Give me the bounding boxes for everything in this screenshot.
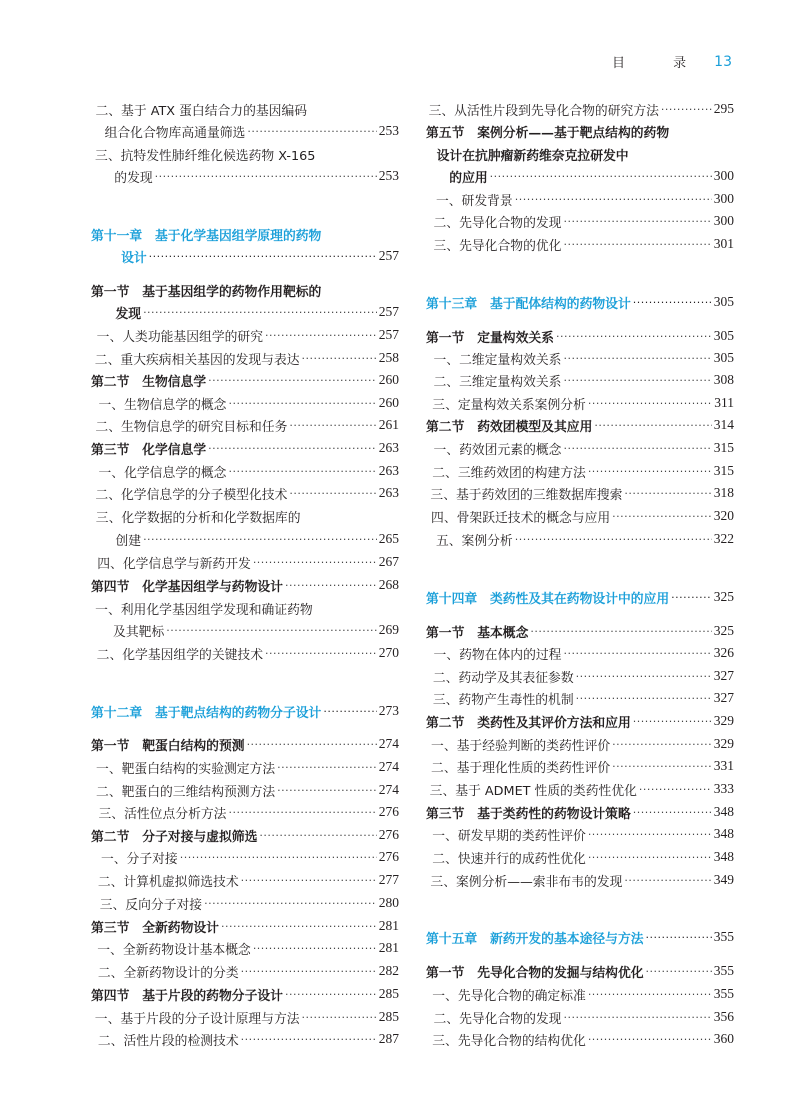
dot-leader — [166, 625, 377, 636]
entry-page-number: 305 — [713, 294, 734, 309]
dot-leader — [588, 398, 712, 409]
section-heading[interactable] — [91, 983, 399, 1005]
entry-title: 二、先导化合物的发现 — [433, 215, 562, 231]
entry-page-number: 280 — [378, 895, 399, 910]
toc-entry[interactable] — [91, 392, 399, 414]
dot-leader — [323, 706, 376, 717]
dot-leader — [259, 830, 376, 841]
toc-entry[interactable] — [426, 823, 734, 845]
entry-title: 三、案例分析——索非布韦的发现 — [430, 874, 623, 890]
toc-entry[interactable] — [426, 733, 734, 755]
toc-entry[interactable] — [426, 778, 734, 800]
section-heading[interactable] — [91, 824, 399, 846]
entry-page-number: 274 — [378, 736, 399, 751]
entry-title: 一、基于片段的分子设计原理与方法 — [94, 1011, 300, 1027]
entry-title: 一、研发早期的类药性评价 — [432, 828, 586, 844]
dot-leader — [563, 353, 711, 364]
entry-page-number: 277 — [378, 872, 399, 887]
entry-title: 三、抗特发性肺纤维化候选药物 X-165 — [95, 148, 316, 164]
section-heading[interactable] — [91, 733, 399, 755]
entry-page-number: 273 — [378, 703, 399, 718]
entry-title: 一、人类功能基因组学的研究 — [96, 329, 263, 345]
entry-title: 第十二章 基于靶点结构的药物分子设计 — [91, 705, 322, 721]
toc-entry[interactable] — [91, 324, 399, 346]
dot-leader — [241, 966, 377, 977]
entry-page-number: 329 — [713, 713, 734, 728]
entry-page-number: 265 — [378, 531, 399, 546]
dot-leader — [612, 511, 712, 522]
entry-page-number: 274 — [378, 782, 399, 797]
entry-title: 二、化学信息学的分子模型化技术 — [95, 487, 288, 503]
dot-leader — [633, 716, 712, 727]
dot-leader — [289, 420, 376, 431]
dot-leader — [588, 852, 712, 863]
toc-entry[interactable] — [426, 392, 734, 414]
entry-title: 二、全新药物设计的分类 — [97, 965, 239, 981]
dot-leader — [612, 739, 712, 750]
entry-page-number: 327 — [713, 690, 734, 705]
entry-page-number: 281 — [378, 918, 399, 933]
entry-page-number: 327 — [713, 668, 734, 683]
entry-title: 二、生物信息学的研究目标和任务 — [95, 419, 288, 435]
entry-title: 五、案例分析 — [435, 533, 513, 549]
entry-page-number: 263 — [378, 485, 399, 500]
toc-entry[interactable] — [426, 846, 734, 868]
entry-title: 设计在抗肿瘤新药维奈克拉研发中 — [436, 148, 629, 164]
entry-title: 一、基于经验判断的类药性评价 — [431, 738, 611, 754]
entry-title: 第一节 定量构效关系 — [426, 330, 554, 346]
entry-page-number: 267 — [378, 554, 399, 569]
toc-entry[interactable] — [426, 983, 734, 1005]
dot-leader — [563, 239, 711, 250]
dot-leader — [530, 626, 711, 637]
dot-leader — [490, 171, 712, 182]
entry-page-number: 257 — [378, 248, 399, 263]
toc-entry[interactable] — [91, 801, 399, 823]
entry-page-number: 329 — [713, 736, 734, 751]
entry-title: 一、全新药物设计基本概念 — [97, 942, 251, 958]
chapter-heading-continuation[interactable] — [91, 245, 399, 267]
entry-page-number: 257 — [378, 327, 399, 342]
entry-page-number: 325 — [713, 623, 734, 638]
entry-title: 二、药动学及其表征参数 — [432, 670, 574, 686]
dot-leader — [515, 534, 712, 545]
section-heading[interactable] — [91, 369, 399, 391]
section-heading-continuation[interactable] — [426, 143, 734, 165]
chapter-heading[interactable] — [91, 700, 399, 722]
dot-leader — [149, 251, 377, 262]
toc-entry[interactable] — [91, 960, 399, 982]
toc-entry[interactable] — [91, 597, 399, 619]
entry-page-number: 308 — [713, 372, 734, 387]
entry-title: 设计 — [121, 250, 147, 266]
entry-title: 第二节 类药性及其评价方法和应用 — [426, 715, 631, 731]
entry-title: 二、先导化合物的发现 — [433, 1011, 562, 1027]
dot-leader — [265, 648, 377, 659]
entry-page-number: 305 — [713, 328, 734, 343]
toc-entry[interactable] — [91, 937, 399, 959]
dot-leader — [563, 1012, 711, 1023]
section-heading[interactable] — [91, 437, 399, 459]
dot-leader — [633, 807, 712, 818]
section-heading[interactable] — [426, 620, 734, 642]
toc-entry[interactable] — [426, 1006, 734, 1028]
entry-page-number: 326 — [713, 645, 734, 660]
entry-page-number: 281 — [378, 940, 399, 955]
entry-page-number: 348 — [713, 826, 734, 841]
entry-title: 第十一章 基于化学基因组学原理的药物 — [91, 228, 322, 244]
section-heading[interactable] — [91, 574, 399, 596]
entry-page-number: 274 — [378, 759, 399, 774]
entry-page-number: 268 — [378, 577, 399, 592]
dot-leader — [241, 1034, 377, 1045]
entry-title: 二、三维定量构效关系 — [433, 374, 562, 390]
dot-leader — [208, 443, 377, 454]
dot-leader — [241, 875, 377, 886]
entry-title: 三、先导化合物的结构优化 — [432, 1033, 586, 1049]
entry-page-number: 276 — [378, 804, 399, 819]
entry-title: 三、基于药效团的三维数据库搜索 — [430, 487, 623, 503]
entry-title: 一、化学信息学的概念 — [98, 465, 227, 481]
entry-title: 第四节 化学基因组学与药物设计 — [91, 579, 283, 595]
entry-page-number: 257 — [378, 304, 399, 319]
entry-title: 三、活性位点分析方法 — [98, 806, 227, 822]
dot-leader — [277, 762, 377, 773]
entry-page-number: 315 — [713, 440, 734, 455]
toc-entry[interactable] — [91, 756, 399, 778]
entry-title: 第二节 药效团模型及其应用 — [426, 419, 593, 435]
section-heading[interactable] — [426, 801, 734, 823]
entry-title: 三、基于 ADMET 性质的类药性优化 — [429, 783, 637, 799]
toc-entry[interactable] — [91, 551, 399, 573]
dot-leader — [576, 693, 712, 704]
chapter-heading[interactable] — [426, 926, 734, 948]
entry-page-number: 305 — [713, 350, 734, 365]
dot-leader — [563, 375, 711, 386]
toc-entry[interactable] — [91, 1006, 399, 1028]
entry-title: 第十五章 新药开发的基本途径与方法 — [426, 931, 644, 947]
toc-entry[interactable] — [426, 437, 734, 459]
chapter-heading[interactable] — [91, 223, 399, 245]
entry-page-number: 333 — [713, 781, 734, 796]
entry-page-number: 300 — [713, 213, 734, 228]
entry-page-number: 285 — [378, 1009, 399, 1024]
entry-page-number: 258 — [378, 350, 399, 365]
dot-leader — [646, 966, 712, 977]
toc-entry[interactable] — [426, 347, 734, 369]
entry-title: 一、二维定量构效关系 — [433, 352, 562, 368]
entry-title: 创建 — [115, 533, 142, 549]
entry-title: 第十四章 类药性及其在药物设计中的应用 — [426, 591, 670, 607]
toc-entry[interactable] — [91, 1028, 399, 1050]
section-heading[interactable] — [426, 120, 734, 142]
dot-leader — [228, 807, 376, 818]
entry-page-number: 331 — [713, 758, 734, 773]
chapter-heading[interactable] — [426, 291, 734, 313]
toc-entry[interactable] — [91, 642, 399, 664]
entry-page-number: 276 — [378, 827, 399, 842]
toc-entry[interactable] — [426, 482, 734, 504]
entry-page-number: 355 — [713, 929, 734, 944]
toc-entry[interactable] — [426, 210, 734, 232]
toc-entry[interactable] — [91, 505, 399, 527]
entry-page-number: 282 — [378, 963, 399, 978]
dot-leader — [624, 488, 711, 499]
dot-leader — [208, 375, 377, 386]
entry-page-number: 253 — [378, 168, 399, 183]
toc-entry[interactable] — [91, 98, 399, 120]
entry-page-number: 263 — [378, 463, 399, 478]
entry-title: 的应用 — [449, 170, 488, 186]
dot-leader — [289, 488, 376, 499]
entry-title: 一、利用化学基因组学发现和确证药物 — [95, 602, 313, 618]
entry-page-number: 295 — [713, 101, 734, 116]
toc-entry[interactable] — [91, 779, 399, 801]
dot-leader — [247, 739, 377, 750]
toc-entry[interactable] — [91, 414, 399, 436]
toc-entry[interactable] — [426, 460, 734, 482]
entry-title: 二、重大疾病相关基因的发现与表达 — [94, 352, 300, 368]
entry-title: 二、基于理化性质的类药性评价 — [431, 760, 611, 776]
entry-title: 发现 — [115, 306, 142, 322]
toc-entry[interactable] — [426, 369, 734, 391]
entry-page-number: 263 — [378, 440, 399, 455]
entry-title: 四、化学信息学与新药开发 — [97, 556, 251, 572]
entry-title: 第五节 案例分析——基于靶点结构的药物 — [426, 125, 670, 141]
dot-leader — [143, 534, 377, 545]
entry-title: 一、分子对接 — [100, 851, 178, 867]
entry-title: 组合化合物库高通量筛选 — [104, 125, 246, 141]
dot-leader — [277, 785, 377, 796]
entry-title: 第十三章 基于配体结构的药物设计 — [426, 296, 631, 312]
entry-title: 三、先导化合物的优化 — [433, 238, 562, 254]
dot-leader — [221, 921, 377, 932]
toc-entry[interactable] — [426, 528, 734, 550]
entry-title: 三、从活性片段到先导化合物的研究方法 — [428, 103, 659, 119]
toc-entry[interactable] — [426, 755, 734, 777]
dot-leader — [624, 875, 711, 886]
entry-title: 一、靶蛋白结构的实验测定方法 — [96, 761, 276, 777]
dot-leader — [285, 989, 377, 1000]
dot-leader — [588, 466, 712, 477]
toc-entry[interactable] — [426, 505, 734, 527]
toc-entry[interactable] — [91, 460, 399, 482]
toc-entry[interactable] — [426, 188, 734, 210]
entry-page-number: 325 — [713, 589, 734, 604]
entry-page-number: 315 — [713, 463, 734, 478]
entry-page-number: 300 — [713, 191, 734, 206]
toc-entry-continuation[interactable] — [91, 619, 399, 641]
toc-entry[interactable] — [91, 347, 399, 369]
entry-title: 第四节 基于片段的药物分子设计 — [91, 988, 283, 1004]
dot-leader — [180, 852, 377, 863]
dot-leader — [588, 1034, 712, 1045]
section-heading[interactable] — [426, 960, 734, 982]
entry-page-number: 269 — [378, 622, 399, 637]
section-heading-continuation[interactable] — [426, 165, 734, 187]
section-heading[interactable] — [91, 279, 399, 301]
dot-leader — [253, 557, 377, 568]
entry-title: 第三节 化学信息学 — [91, 442, 207, 458]
entry-title: 一、研发背景 — [435, 193, 513, 209]
dot-leader — [143, 307, 377, 318]
entry-title: 的发现 — [114, 170, 153, 186]
entry-title: 二、快速并行的成药性优化 — [432, 851, 586, 867]
entry-title: 二、基于 ATX 蛋白结合力的基因编码 — [95, 103, 308, 119]
dot-leader — [285, 580, 377, 591]
entry-page-number: 349 — [713, 872, 734, 887]
entry-page-number: 320 — [713, 508, 734, 523]
dot-leader — [563, 216, 711, 227]
toc-entry[interactable] — [91, 846, 399, 868]
dot-leader — [204, 898, 377, 909]
entry-title: 二、计算机虚拟筛选技术 — [97, 874, 239, 890]
dot-leader — [594, 420, 711, 431]
dot-leader — [265, 330, 377, 341]
toc-entry[interactable] — [91, 482, 399, 504]
dot-leader — [588, 989, 712, 1000]
toc-entry[interactable] — [426, 98, 734, 120]
dot-leader — [556, 331, 712, 342]
section-heading[interactable] — [426, 325, 734, 347]
dot-leader — [633, 297, 712, 308]
entry-title: 三、化学数据的分析和化学数据库的 — [95, 510, 301, 526]
entry-title: 第三节 全新药物设计 — [91, 920, 219, 936]
toc-entry[interactable] — [91, 143, 399, 165]
entry-page-number: 360 — [713, 1031, 734, 1046]
entry-page-number: 285 — [378, 986, 399, 1001]
entry-title: 二、三维药效团的构建方法 — [432, 465, 586, 481]
entry-page-number: 270 — [378, 645, 399, 660]
entry-page-number: 348 — [713, 849, 734, 864]
toc-entry[interactable] — [426, 869, 734, 891]
entry-title: 第二节 生物信息学 — [91, 374, 207, 390]
entry-page-number: 314 — [713, 417, 734, 432]
entry-title: 三、药物产生毒性的机制 — [432, 692, 574, 708]
entry-page-number: 276 — [378, 849, 399, 864]
entry-title: 第一节 先导化合物的发掘与结构优化 — [426, 965, 644, 981]
entry-page-number: 260 — [378, 372, 399, 387]
entry-title: 第二节 分子对接与虚拟筛选 — [91, 829, 258, 845]
entry-page-number: 348 — [713, 804, 734, 819]
entry-page-number: 261 — [378, 417, 399, 432]
entry-page-number: 260 — [378, 395, 399, 410]
page-number: 13 — [714, 53, 732, 70]
entry-title: 三、反向分子对接 — [99, 897, 203, 913]
toc-entry[interactable] — [426, 687, 734, 709]
dot-leader — [228, 398, 376, 409]
entry-title: 一、药物在体内的过程 — [433, 647, 562, 663]
entry-title: 第三节 基于类药性的药物设计策略 — [426, 806, 631, 822]
entry-title: 四、骨架跃迁技术的概念与应用 — [431, 510, 611, 526]
toc-entry[interactable] — [91, 869, 399, 891]
section-heading[interactable] — [426, 710, 734, 732]
entry-title: 及其靶标 — [113, 624, 165, 640]
entry-title: 二、化学基因组学的关键技术 — [96, 647, 263, 663]
toc-entry[interactable] — [426, 642, 734, 664]
toc-entry-continuation[interactable] — [91, 120, 399, 142]
section-heading[interactable] — [426, 414, 734, 436]
dot-leader — [302, 1012, 377, 1023]
dot-leader — [671, 592, 712, 603]
entry-page-number: 318 — [713, 485, 734, 500]
entry-title: 二、靶蛋白的三维结构预测方法 — [96, 784, 276, 800]
entry-page-number: 300 — [713, 168, 734, 183]
toc-entry[interactable] — [91, 892, 399, 914]
entry-page-number: 356 — [713, 1009, 734, 1024]
dot-leader — [247, 126, 376, 137]
dot-leader — [639, 784, 712, 795]
toc-entry-continuation[interactable] — [91, 165, 399, 187]
entry-title: 第一节 靶蛋白结构的预测 — [91, 738, 245, 754]
running-header — [612, 52, 732, 71]
dot-leader — [588, 829, 712, 840]
dot-leader — [646, 932, 712, 943]
entry-title: 二、活性片段的检测技术 — [97, 1033, 239, 1049]
dot-leader — [563, 648, 711, 659]
entry-page-number: 355 — [713, 963, 734, 978]
dot-leader — [612, 761, 712, 772]
entry-title: 一、生物信息学的概念 — [98, 397, 227, 413]
section-heading[interactable] — [91, 915, 399, 937]
toc-entry-continuation[interactable] — [91, 528, 399, 550]
entry-page-number: 253 — [378, 123, 399, 138]
entry-title: 一、先导化合物的确定标准 — [432, 988, 586, 1004]
toc-entry[interactable] — [426, 233, 734, 255]
dot-leader — [576, 671, 712, 682]
dot-leader — [228, 466, 376, 477]
dot-leader — [563, 443, 711, 454]
entry-page-number: 301 — [713, 236, 734, 251]
dot-leader — [253, 943, 377, 954]
entry-page-number: 355 — [713, 986, 734, 1001]
entry-title: 第一节 基本概念 — [426, 625, 529, 641]
header-title: 目 录 — [612, 56, 709, 71]
toc-entry[interactable] — [426, 1028, 734, 1050]
toc-entry[interactable] — [426, 665, 734, 687]
dot-leader — [661, 104, 712, 115]
dot-leader — [155, 171, 377, 182]
entry-page-number: 322 — [713, 531, 734, 546]
entry-page-number: 287 — [378, 1031, 399, 1046]
dot-leader — [302, 353, 377, 364]
section-heading-continuation[interactable] — [91, 301, 399, 323]
dot-leader — [515, 194, 712, 205]
entry-title: 三、定量构效关系案例分析 — [432, 397, 586, 413]
chapter-heading[interactable] — [426, 586, 734, 608]
entry-page-number: 311 — [714, 395, 734, 410]
entry-title: 一、药效团元素的概念 — [433, 442, 562, 458]
entry-title: 第一节 基于基因组学的药物作用靶标的 — [91, 284, 322, 300]
